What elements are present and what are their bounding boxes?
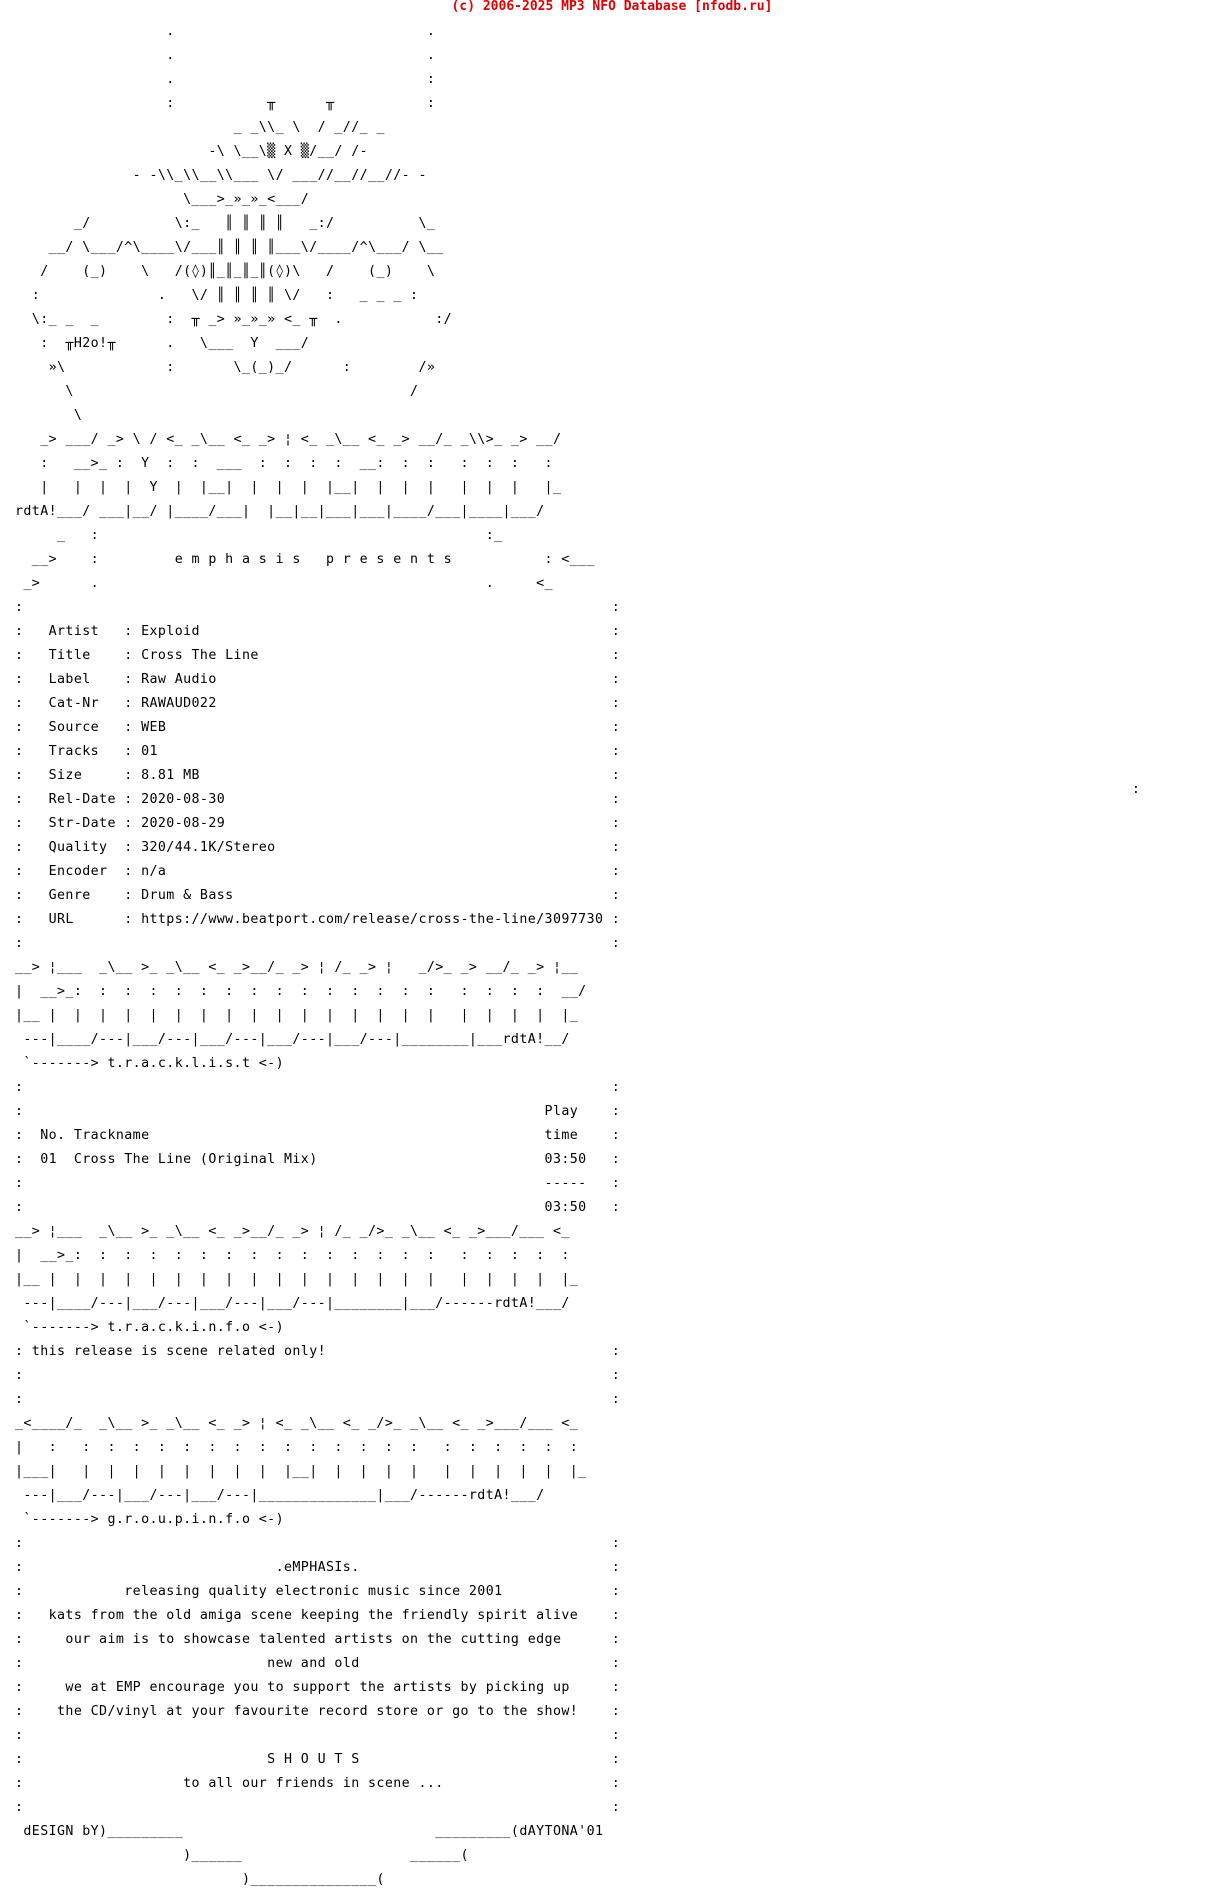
shouts-text: : to all our friends in scene ... : (15, 1776, 621, 1791)
tracklist-header-time-a: : Play : (15, 1104, 621, 1119)
info-row-quality: : Quality : 320/44.1K/Stereo : (15, 840, 621, 855)
shouts-title: : S H O U T S : (15, 1752, 621, 1767)
frame-line: : : (15, 1800, 621, 1815)
section-bar-tracklist: __> ¦___ _\__ >_ _\__ <_ _>__/_ _> ¦ /_ _> ¦ _/>_ _> __/_ _> ¦__ (15, 960, 579, 975)
ascii-logo-line: _> ___/ _> \ / <_ _\__ <_ _> ¦ <_ _\__ <_ _> __/_ _\\>_ _> __/ (15, 432, 562, 447)
tracklist-heading: `-------> t.r.a.c.k.l.i.s.t <-) (15, 1056, 284, 1071)
group-text-line: : our aim is to showcase talented artists on the cutting edge : (15, 1632, 621, 1647)
ascii-art-top-line: : ╥H2o!╥ . \___ Y ___/ (15, 336, 436, 351)
ascii-art-top-line: __/ \___/^\____\/___║ ║ ║ ║___\/____/^\___/ \__ (15, 240, 444, 255)
ascii-art-top-line: - -\\_\\__\\___ \/ ___//__//__//- - (15, 168, 427, 183)
ascii-art-top-line: : . \/ ║ ║ ║ ║ \/ : _ _ _ : (15, 288, 419, 303)
track-row: : 01 Cross The Line (Original Mix) 03:50 : (15, 1152, 621, 1167)
ascii-art-top-line: \___>_»_»_<___/ (15, 192, 310, 207)
frame-line: : : (15, 1392, 621, 1407)
ascii-logo-line: | | | | Y | |__| | | | |__| | | | | | | |_ (15, 480, 562, 495)
frame-line: : : (15, 600, 621, 615)
section-bar-groupinfo: | : : : : : : : : : : : : : : : : : : : : : (15, 1440, 579, 1455)
copyright-header: (c) 2006-2025 MP3 NFO Database [nfodb.ru] (451, 0, 773, 14)
info-row-source: : Source : WEB : (15, 720, 621, 735)
footer-line: )______ ______( (15, 1848, 469, 1863)
total-separator: : ----- : (15, 1176, 621, 1191)
section-bar-trackinfo: __> ¦___ _\__ >_ _\__ <_ _>__/_ _> ¦ /_ _/>_ _\__ <_ _>___/___ <_ (15, 1224, 570, 1239)
ascii-art-top-line: »\ : \_(_)_/ : /» (15, 360, 436, 375)
ascii-art-top-line: : ╥ ╥ : (15, 96, 436, 111)
group-name: : .eMPHASIs. : (15, 1560, 621, 1575)
frame-line: _ : :_ (15, 528, 503, 543)
frame-line: : : (15, 1728, 621, 1743)
ascii-logo-line: rdtA!___/ ___|__/ |____/___| |__|__|___|___|____/___|____|___/ (15, 504, 545, 519)
ascii-logo-line: : __>_ : Y : : ___ : : : : __: : : : : : : (15, 456, 553, 471)
ascii-art-top-line: _ _\\_ \ / _//_ _ (15, 120, 385, 135)
stray-mark: : (1132, 782, 1140, 797)
ascii-art-top-line: . : (15, 72, 436, 87)
section-bar-trackinfo: | __>_: : : : : : : : : : : : : : : : : : : : (15, 1248, 570, 1263)
footer-line: )_______________( (15, 1872, 385, 1887)
info-row-encoder: : Encoder : n/a : (15, 864, 621, 879)
ascii-art-top-line: -\ \__\▒ X ▒/__/ /- (15, 144, 369, 159)
info-row-catnr: : Cat-Nr : RAWAUD022 : (15, 696, 621, 711)
info-row-size: : Size : 8.81 MB : (15, 768, 621, 783)
trackinfo-text: : this release is scene related only! : (15, 1344, 621, 1359)
tracklist-header-row: : No. Trackname time : (15, 1128, 621, 1143)
trackinfo-heading: `-------> t.r.a.c.k.i.n.f.o <-) (15, 1320, 284, 1335)
section-bar-groupinfo: ---|___/---|___/---|___/---|______________|___/------rdtA!___/ (15, 1488, 545, 1503)
total-time: : 03:50 : (15, 1200, 621, 1215)
frame-line: : : (15, 1368, 621, 1383)
group-text-line: : we at EMP encourage you to support the artists by picking up : (15, 1680, 621, 1695)
info-row-tracks: : Tracks : 01 : (15, 744, 621, 759)
section-bar-groupinfo: _<____/_ _\__ >_ _\__ <_ _> ¦ <_ _\__ <_ _/>_ _\__ <_ _>___/___ <_ (15, 1416, 579, 1431)
frame-line: _> . . <_ (15, 576, 553, 591)
frame-line: : : (15, 1536, 621, 1551)
group-text-line: : new and old : (15, 1656, 621, 1671)
section-bar-groupinfo: |___| | | | | | | | | |__| | | | | | | | | | |_ (15, 1464, 587, 1479)
section-bar-tracklist: | __>_: : : : : : : : : : : : : : : : : : : __/ (15, 984, 587, 999)
ascii-art-top-line: . . (15, 24, 436, 39)
group-text-line: : releasing quality electronic music since 2001 : (15, 1584, 621, 1599)
ascii-art-top-line: \ / (15, 384, 419, 399)
frame-line: : : (15, 936, 621, 951)
presents-line: __> : e m p h a s i s p r e s e n t s : <___ (15, 552, 595, 567)
info-row-strdate: : Str-Date : 2020-08-29 : (15, 816, 621, 831)
info-row-reldate: : Rel-Date : 2020-08-30 : (15, 792, 621, 807)
ascii-art-top-line: . . (15, 48, 436, 63)
frame-line: : : (15, 1080, 621, 1095)
group-text-line: : kats from the old amiga scene keeping the friendly spirit alive : (15, 1608, 621, 1623)
ascii-art-top-line: \ (15, 408, 83, 423)
info-row-url: : URL : https://www.beatport.com/release/cross-the-line/3097730 : (15, 912, 621, 927)
section-bar-tracklist: ---|____/---|___/---|___/---|___/---|___/---|________|___rdtA!__/ (15, 1032, 570, 1047)
groupinfo-heading: `-------> g.r.o.u.p.i.n.f.o <-) (15, 1512, 284, 1527)
ascii-art-top-line: _/ \:_ ║ ║ ║ ║ _:/ \_ (15, 216, 436, 231)
section-bar-trackinfo: |__ | | | | | | | | | | | | | | | | | | | | |_ (15, 1272, 579, 1287)
info-row-artist: : Artist : Exploid : (15, 624, 621, 639)
nfo-document (15, 20, 620, 1892)
section-bar-trackinfo: ---|____/---|___/---|___/---|___/---|________|___/------rdtA!___/ (15, 1296, 570, 1311)
footer-signature: dESIGN bY)_________ _________(dAYTONA'01 (15, 1824, 604, 1839)
group-text-line: : the CD/vinyl at your favourite record store or go to the show! : (15, 1704, 621, 1719)
ascii-art-top-line: / (_) \ /(◊)║_║_║_║(◊)\ / (_) \ (15, 264, 436, 279)
ascii-art-top-line: \:_ _ _ : ╥ _> »_»_» <_ ╥ . :/ (15, 312, 453, 327)
info-row-genre: : Genre : Drum & Bass : (15, 888, 621, 903)
section-bar-tracklist: |__ | | | | | | | | | | | | | | | | | | | | |_ (15, 1008, 579, 1023)
info-row-title: : Title : Cross The Line : (15, 648, 621, 663)
info-row-label: : Label : Raw Audio : (15, 672, 621, 687)
